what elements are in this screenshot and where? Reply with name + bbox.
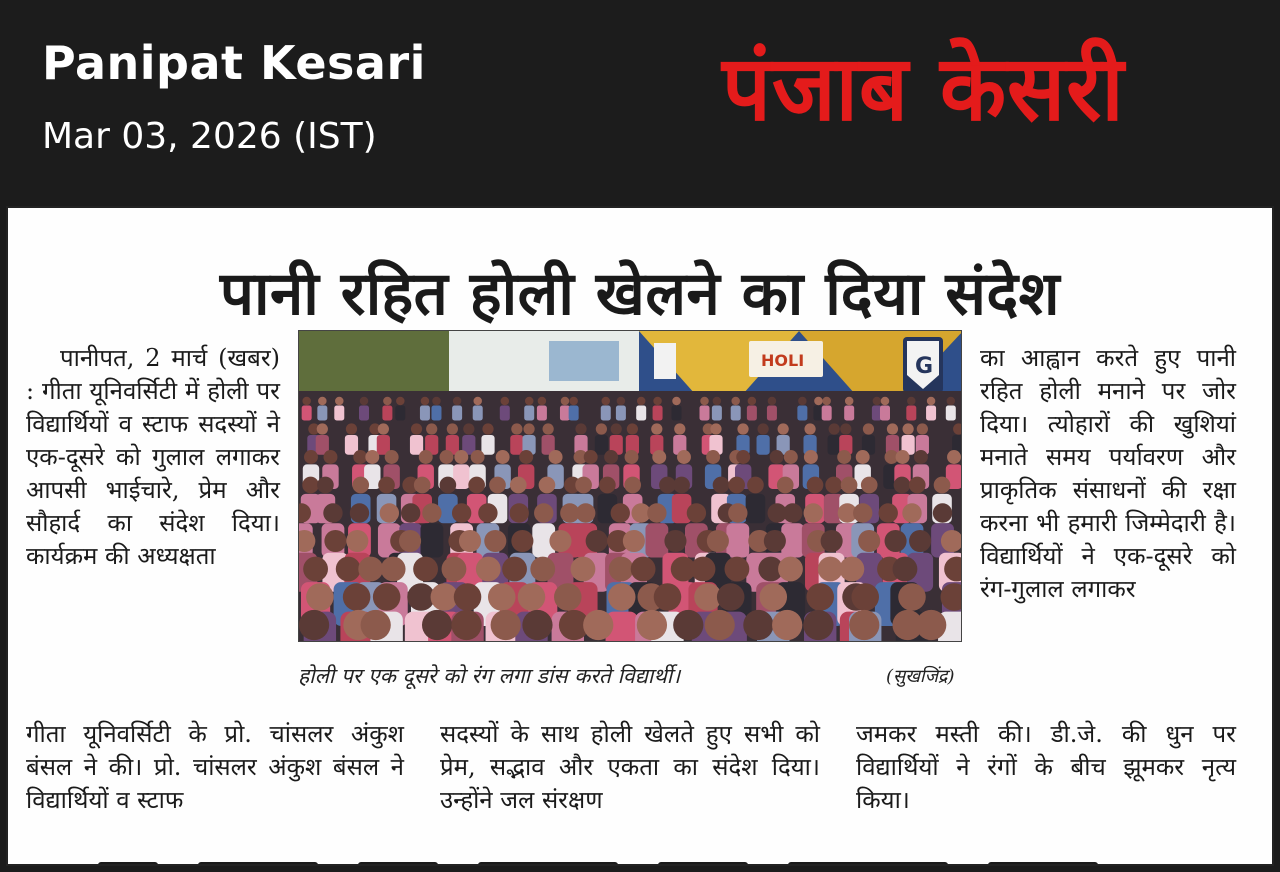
crowd-person-head	[360, 397, 369, 406]
crowd-person-head	[488, 583, 516, 611]
crowd-person-head	[522, 610, 552, 640]
crowd-person-head	[814, 397, 823, 406]
crowd-person-head	[317, 477, 334, 494]
crowd-person-head	[863, 423, 874, 434]
crowd-person-head	[673, 610, 703, 640]
crowd-person-head	[858, 530, 880, 552]
crowd-person-head	[909, 477, 926, 494]
crowd-person-body	[537, 406, 547, 421]
crowd-person-head	[510, 503, 529, 522]
crowd-person-head	[898, 583, 926, 611]
crowd-person-head	[687, 503, 706, 522]
crowd-person-head	[664, 530, 686, 552]
crowd-photo-illustration	[299, 331, 962, 642]
crowd-person-head	[421, 397, 430, 406]
crowd-person-head	[304, 450, 318, 464]
crowd-person-head	[453, 397, 462, 406]
crowd-person-body	[452, 406, 462, 421]
crowd-person-body	[473, 406, 483, 421]
crowd-person-head	[576, 503, 595, 522]
crowd-person-head	[318, 397, 327, 406]
crowd-person-head	[401, 503, 420, 522]
crowd-person-head	[414, 477, 431, 494]
crowd-person-head	[654, 583, 682, 611]
crowd-person-head	[611, 503, 630, 522]
crowd-person-head	[853, 503, 872, 522]
crowd-person-head	[637, 397, 646, 406]
crowd-person-head	[728, 503, 747, 522]
crowd-person-head	[768, 397, 777, 406]
crowd-person-body	[302, 406, 312, 421]
article-column-left: पानीपत, 2 मार्च (खबर) : गीता यूनिवर्सिटी में होली पर विद्यार्थियों व स्टाफ सदस्यों ने एक-दूसरे को गुलाल लगाकर आपसी भाईचारे, प्रेम और सौहार्द का संदेश दिया। कार्यक्रम की अध्यक्षता	[26, 344, 280, 570]
crowd-person-head	[518, 583, 546, 611]
crowd-person-body	[481, 435, 494, 455]
crowd-person-head	[440, 477, 457, 494]
edition-name: Panipat Kesari	[42, 36, 426, 90]
article-headline: पानी रहित होली खेलने का दिया संदेश	[219, 259, 1061, 329]
crowd-person-body	[844, 406, 854, 421]
crowd-person-head	[602, 397, 611, 406]
crowd-person-head	[440, 450, 454, 464]
crowd-person-body	[846, 641, 882, 642]
crowd-person-head	[336, 557, 361, 582]
crowd-person-head	[451, 610, 481, 640]
crowd-person-head	[757, 423, 768, 434]
crowd-person-head	[851, 583, 879, 611]
crowd-person-body	[741, 641, 777, 642]
crowd-person-body	[747, 406, 757, 421]
crowd-person-head	[829, 423, 840, 434]
crowd-person-head	[659, 477, 676, 494]
article-photo	[298, 330, 962, 642]
crowd-person-body	[395, 406, 405, 421]
crowd-person-head	[491, 610, 521, 640]
crowd-person-body	[767, 406, 777, 421]
newspaper-logo: पंजाब केसरी	[722, 36, 1125, 142]
article-column-bottom-2: सदस्यों के साथ होली खेलते हुए सभी को प्रेम, सद्भाव और एकता का संदेश दिया। उन्होंने जल संरक्षण	[440, 720, 820, 814]
crowd-person-head	[893, 557, 918, 582]
crowd-person-body	[419, 641, 455, 642]
crowd-person-head	[784, 450, 798, 464]
crowd-person-head	[672, 397, 681, 406]
crowd-person-body	[524, 406, 534, 421]
crowd-person-head	[725, 557, 750, 582]
crowd-person-head	[519, 450, 533, 464]
crowd-person-head	[569, 397, 578, 406]
crowd-person-head	[468, 477, 485, 494]
crowd-person-head	[934, 477, 951, 494]
crowd-person-head	[804, 450, 818, 464]
crowd-person-head	[447, 423, 458, 434]
crowd-person-head	[385, 450, 399, 464]
crowd-person-head	[947, 397, 956, 406]
masthead	[0, 0, 1280, 200]
crowd-person-head	[653, 397, 662, 406]
crowd-person-body	[601, 406, 611, 421]
crowd-person-head	[845, 397, 854, 406]
crowd-person-body	[913, 641, 949, 642]
crowd-person-head	[837, 450, 851, 464]
crowd-person-head	[674, 423, 685, 434]
crowd-person-head	[764, 530, 786, 552]
crowd-person-head	[627, 423, 638, 434]
crowd-person-head	[856, 450, 870, 464]
crowd-person-head	[358, 557, 383, 582]
crowd-person-body	[420, 406, 430, 421]
crowd-person-body	[595, 435, 608, 455]
crowd-person-head	[346, 530, 368, 552]
crowd-person-head	[381, 557, 406, 582]
crowd-person-head	[380, 503, 399, 522]
crowd-person-head	[343, 583, 371, 611]
crowd-person-body	[700, 406, 710, 421]
crowd-person-head	[736, 450, 750, 464]
crowd-person-body	[488, 641, 524, 642]
crowd-person-head	[413, 557, 438, 582]
crowd-person-head	[534, 503, 553, 522]
crowd-person-head	[365, 450, 379, 464]
crowd-person-head	[335, 397, 344, 406]
crowd-person-head	[609, 557, 634, 582]
crowd-person-head	[584, 450, 598, 464]
crowd-person-body	[560, 406, 570, 421]
crowd-person-head	[454, 450, 468, 464]
photo-caption: होली पर एक दूसरे को रंग लगा डांस करते विद्यार्थी।	[298, 664, 681, 688]
crowd-person-head	[324, 530, 346, 552]
crowd-person-head	[383, 397, 392, 406]
crowd-person-head	[778, 423, 789, 434]
crowd-person-head	[818, 557, 843, 582]
crowd-person-head	[511, 423, 522, 434]
crowd-person-body	[671, 406, 681, 421]
crowd-person-head	[442, 557, 467, 582]
crowd-person-body	[449, 641, 485, 642]
crowd-person-head	[840, 423, 851, 434]
crowd-person-head	[422, 503, 441, 522]
crowd-person-head	[482, 423, 493, 434]
crowd-person-head	[673, 477, 690, 494]
crowd-person-body	[520, 641, 556, 642]
next-headline-cutoff	[98, 854, 1228, 866]
crowd-person-head	[571, 557, 596, 582]
crowd-person-head	[717, 583, 745, 611]
crowd-person-head	[927, 397, 936, 406]
crowd-person-head	[396, 397, 405, 406]
crowd-person-head	[710, 423, 721, 434]
crowd-person-head	[916, 610, 946, 640]
crowd-person-head	[841, 477, 858, 494]
crowd-person-body	[616, 406, 626, 421]
crowd-person-head	[737, 423, 748, 434]
crowd-person-body	[726, 523, 749, 557]
crowd-person-head	[748, 397, 757, 406]
crowd-person-head	[419, 450, 433, 464]
crowd-person-head	[306, 583, 334, 611]
crowd-person-head	[599, 477, 616, 494]
crowd-person-head	[501, 397, 510, 406]
crowd-person-body	[636, 406, 646, 421]
crowd-person-body	[880, 406, 890, 421]
crowd-person-head	[378, 423, 389, 434]
crowd-person-body	[828, 435, 841, 455]
crowd-person-head	[822, 397, 831, 406]
crowd-person-head	[317, 423, 328, 434]
crowd-person-body	[334, 406, 344, 421]
crowd-person-head	[561, 397, 570, 406]
crowd-person-head	[652, 450, 666, 464]
crowd-person-head	[324, 450, 338, 464]
crowd-person-body	[926, 406, 936, 421]
crowd-person-head	[839, 557, 864, 582]
crowd-person-head	[302, 397, 311, 406]
crowd-person-head	[511, 530, 533, 552]
crowd-person-head	[902, 503, 921, 522]
crowd-person-head	[759, 583, 787, 611]
crowd-person-head	[352, 477, 369, 494]
crowd-person-head	[677, 450, 691, 464]
crowd-person-body	[500, 406, 510, 421]
crowd-person-head	[825, 477, 842, 494]
crowd-person-head	[353, 450, 367, 464]
crowd-person-head	[798, 397, 807, 406]
crowd-person-head	[539, 477, 556, 494]
article-column-bottom-1: गीता यूनिवर्सिटी के प्रो. चांसलर अंकुश बंसल ने की। प्रो. चांसलर अंकुश बंसल ने विद्यार्थियों व स्टाफ	[26, 720, 404, 814]
crowd-person-body	[358, 641, 394, 642]
crowd-person-head	[803, 610, 833, 640]
crowd-person-head	[770, 450, 784, 464]
crowd-person-head	[807, 477, 824, 494]
crowd-person-head	[496, 450, 510, 464]
crowd-person-head	[549, 450, 563, 464]
article-column-right: का आह्वान करते हुए पानी रहित होली मनाने पर जोर दिया। त्योहारों की खुशियां मनाते समय पर्यावरण और प्राकृतिक संसाधनों की रक्षा करना भी हमारी जिम्मेदारी है। विद्यार्थियों ने एक-दूसरे को रंग-गुलाल लगाकर	[980, 344, 1236, 603]
crowd-person-head	[452, 503, 471, 522]
crowd-person-head	[706, 450, 720, 464]
crowd-person-head	[586, 530, 608, 552]
crowd-person-head	[705, 610, 735, 640]
crowd-person-head	[617, 397, 626, 406]
crowd-person-head	[778, 557, 803, 582]
crowd-person-head	[575, 423, 586, 434]
crowd-person-head	[894, 477, 911, 494]
crowd-person-head	[611, 423, 622, 434]
crowd-person-head	[463, 423, 474, 434]
crowd-person-head	[489, 477, 506, 494]
crowd-person-head	[631, 557, 656, 582]
crowd-person-body	[299, 641, 332, 642]
crowd-person-head	[772, 610, 802, 640]
crowd-person-body	[712, 406, 722, 421]
crowd-person-head	[604, 450, 618, 464]
crowd-person-head	[510, 477, 527, 494]
crowd-person-head	[575, 477, 592, 494]
crowd-person-body	[569, 406, 579, 421]
crowd-person-head	[454, 583, 482, 611]
crowd-person-head	[399, 530, 421, 552]
crowd-person-head	[700, 397, 709, 406]
crowd-person-head	[947, 450, 961, 464]
crowd-person-head	[625, 450, 639, 464]
crowd-person-head	[804, 503, 823, 522]
crowd-person-head	[647, 503, 666, 522]
crowd-person-head	[881, 397, 890, 406]
crowd-person-head	[731, 397, 740, 406]
crowd-person-body	[746, 494, 766, 523]
crowd-person-head	[914, 450, 928, 464]
crowd-person-body	[359, 406, 369, 421]
crowd-person-head	[502, 557, 527, 582]
crowd-person-head	[476, 557, 501, 582]
crowd-person-head	[623, 530, 645, 552]
crowd-person-body	[731, 406, 741, 421]
crowd-person-head	[804, 423, 815, 434]
crowd-person-body	[946, 406, 956, 421]
crowd-person-head	[530, 557, 555, 582]
crowd-person-head	[933, 503, 952, 522]
crowd-person-head	[887, 423, 898, 434]
news-clipping	[6, 206, 1274, 866]
crowd-person-body	[890, 641, 926, 642]
crowd-person-head	[849, 610, 879, 640]
crowd-person-head	[885, 530, 907, 552]
crowd-person-head	[478, 503, 497, 522]
crowd-person-head	[378, 477, 395, 494]
crowd-person-head	[373, 583, 401, 611]
crowd-person-head	[583, 610, 613, 640]
crowd-person-head	[525, 397, 534, 406]
crowd-person-head	[538, 397, 547, 406]
photo-credit: (सुखजिंद्र)	[886, 666, 955, 687]
crowd-person-head	[713, 397, 722, 406]
crowd-person-body	[580, 641, 616, 642]
crowd-person-body	[510, 435, 523, 455]
crowd-person-head	[873, 397, 882, 406]
crowd-person-head	[783, 503, 802, 522]
crowd-person-head	[471, 450, 485, 464]
crowd-person-head	[523, 423, 534, 434]
crowd-person-head	[426, 423, 437, 434]
crowd-person-body	[421, 523, 444, 557]
crowd-person-body	[906, 406, 916, 421]
crowd-person-head	[806, 583, 834, 611]
university-logo-text: G	[915, 354, 934, 379]
crowd-person-head	[554, 583, 582, 611]
crowd-person-head	[747, 477, 764, 494]
crowd-person-head	[549, 530, 571, 552]
crowd-person-head	[350, 503, 369, 522]
crowd-person-head	[432, 397, 441, 406]
crowd-person-head	[302, 477, 319, 494]
crowd-person-body	[769, 641, 805, 642]
holi-banner-text: HOLI	[761, 351, 805, 370]
crowd-person-body	[341, 641, 377, 642]
edition-date: Mar 03, 2026 (IST)	[42, 116, 377, 157]
crowd-person-body	[757, 435, 770, 455]
crowd-person-head	[596, 423, 607, 434]
crowd-person-head	[411, 423, 422, 434]
crowd-person-body	[382, 406, 392, 421]
crowd-person-body	[317, 406, 327, 421]
crowd-person-head	[323, 503, 342, 522]
crowd-person-head	[879, 503, 898, 522]
crowd-person-body	[670, 641, 706, 642]
crowd-person-head	[861, 477, 878, 494]
crowd-person-head	[473, 397, 482, 406]
crowd-person-head	[624, 477, 641, 494]
crowd-person-head	[484, 530, 506, 552]
crowd-person-head	[707, 530, 729, 552]
crowd-person-head	[459, 530, 481, 552]
crowd-person-body	[653, 406, 663, 421]
crowd-person-head	[907, 397, 916, 406]
crowd-person-body	[702, 641, 738, 642]
crowd-person-head	[608, 583, 636, 611]
crowd-person-head	[637, 610, 667, 640]
crowd-person-head	[346, 423, 357, 434]
crowd-person-head	[743, 610, 773, 640]
crowd-person-head	[543, 423, 554, 434]
crowd-person-head	[909, 530, 931, 552]
crowd-person-head	[896, 450, 910, 464]
crowd-person-head	[361, 610, 391, 640]
crowd-person-head	[941, 530, 962, 552]
article-column-bottom-3: जमकर मस्ती की। डी.जे. की धुन पर विद्यार्थियों ने रंगों के बीच झूमकर नृत्य किया।	[856, 720, 1236, 814]
crowd-person-head	[903, 423, 914, 434]
crowd-person-body	[822, 406, 832, 421]
crowd-person-body	[634, 641, 670, 642]
crowd-person-head	[917, 423, 928, 434]
crowd-person-head	[651, 423, 662, 434]
crowd-person-head	[777, 477, 794, 494]
crowd-person-head	[713, 477, 730, 494]
crowd-person-head	[691, 557, 716, 582]
crowd-person-body	[431, 406, 441, 421]
crowd-person-body	[556, 641, 592, 642]
crowd-person-head	[422, 610, 452, 640]
crowd-person-head	[728, 477, 745, 494]
crowd-person-body	[797, 406, 807, 421]
crowd-person-head	[299, 610, 329, 640]
crowd-person-head	[821, 530, 843, 552]
crowd-person-head	[303, 557, 328, 582]
crowd-person-body	[801, 641, 837, 642]
